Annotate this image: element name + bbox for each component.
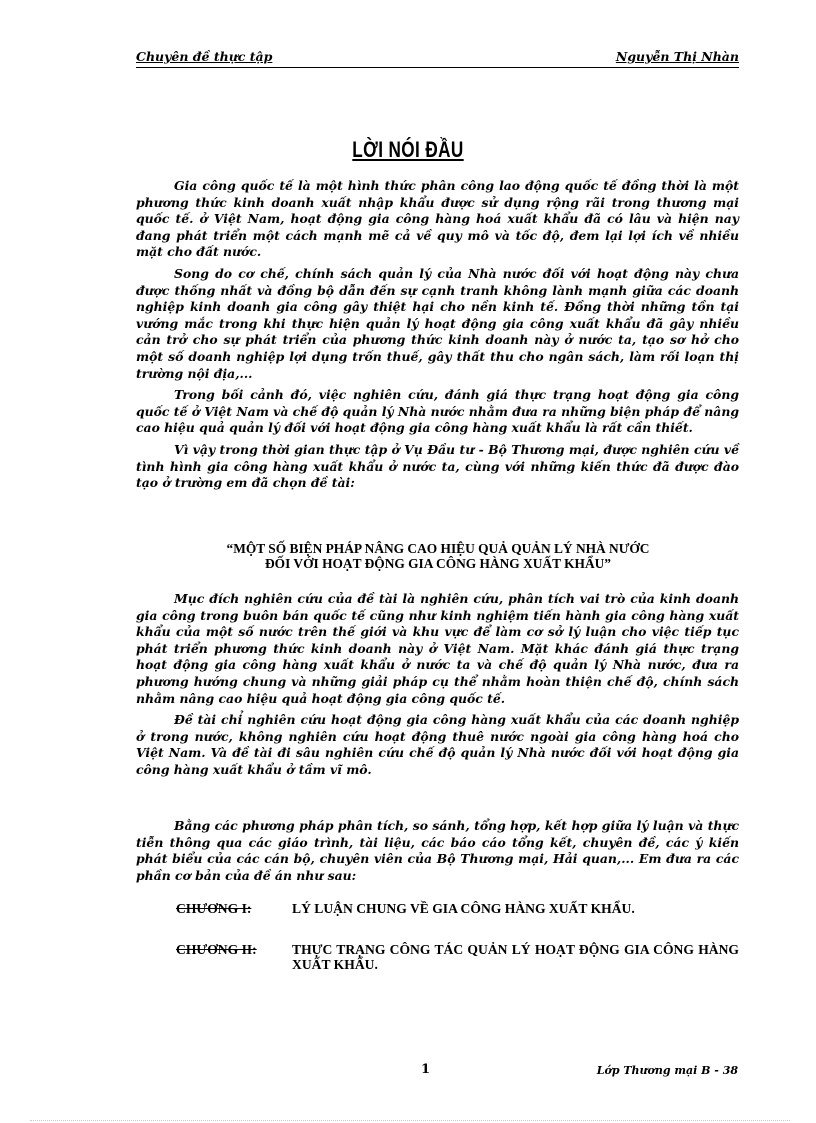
page-header	[136, 47, 739, 68]
header-topic: Chuyên đề thực tập	[136, 49, 273, 64]
chapter-item	[176, 942, 739, 972]
thesis-topic	[140, 541, 736, 571]
chapter-list	[176, 901, 739, 983]
topic-line: “MỘT SỐ BIỆN PHÁP NÂNG CAO HIỆU QUẢ QUẢN LÝ NHÀ NƯỚC	[226, 541, 650, 556]
paragraph: Đề tài chỉ nghiên cứu hoạt động gia công hàng xuất khẩu của các doanh nghiệp ở trong nước, không nghiên cứu hoạt động thuê nước ngoài gia công hàng hoá cho Việt Nam. Và đề tài đi sâu nghiên cứu chế độ quản lý Nhà nước đối với hoạt động gia công hàng xuất khẩu ở tầm vĩ mô.	[136, 712, 739, 777]
chapter-title: LÝ LUẬN CHUNG VỀ GIA CÔNG HÀNG XUẤT KHẨU.	[292, 901, 635, 916]
intro-section	[136, 178, 739, 497]
paragraph: Trong bối cảnh đó, việc nghiên cứu, đánh giá thực trạng hoạt động gia công quốc tế ở Việt Nam và chế độ quản lý Nhà nước nhằm đưa ra những biện pháp để nâng cao hiệu quả quản lý đối với hoạt động gia công hàng xuất khẩu là rất cần thiết.	[136, 387, 739, 436]
chapter-label: CHƯƠNG II:	[176, 942, 257, 957]
chapter-label: CHƯƠNG I:	[176, 901, 252, 916]
paragraph: Vì vậy trong thời gian thực tập ở Vụ Đầu tư - Bộ Thương mại, được nghiên cứu về tình hình gia công hàng xuất khẩu ở nước ta, cùng với những kiến thức đã được đào tạo ở trường em đã chọn đề tài:	[136, 441, 739, 491]
paragraph: Gia công quốc tế là một hình thức phân công lao động quốc tế đồng thời là một phương thức kinh doanh xuất nhập khẩu được sử dụng rộng rãi trong thương mại quốc tế. ở Việt Nam, hoạt động gia công hàng hoá xuất khẩu đã có lâu và hiện nay đang phát triển một cách mạnh mẽ cả về quy mô và tốc độ, đem lại lợi ích về nhiều mặt cho đất nước.	[136, 178, 739, 260]
paragraph: Mục đích nghiên cứu của đề tài là nghiên cứu, phân tích vai trò của kinh doanh gia công trong buôn bán quốc tế cũng như kinh nghiệm tiến hành gia công hàng xuất khẩu của một số nước trên thế giới và khu vực để làm cơ sở lý luận cho việc tiếp tục phát triển phương thức kinh doanh này ở Việt Nam. Mặt khác đánh giá thực trạng hoạt động gia công hàng xuất khẩu ở nước ta và chế độ quản lý Nhà nước, đưa ra phương hướng chung và những giải pháp cụ thể nhằm hoàn thiện chế độ, chính sách nhằm nâng cao hiệu quả hoạt động gia công quốc tế.	[136, 591, 739, 706]
method-section	[136, 818, 739, 889]
header-author: Nguyễn Thị Nhàn	[615, 49, 739, 64]
footer-class-label: Lớp Thương mại B - 38	[596, 1064, 738, 1077]
chapter-title: THỰC TRẠNG CÔNG TÁC QUẢN LÝ HOẠT ĐỘNG GIA CÔNG HÀNG XUẤT KHẨU.	[292, 942, 739, 972]
chapter-item	[176, 901, 739, 931]
page-number: 1	[421, 1062, 431, 1077]
page-title: LỜI NÓI ĐẦU	[352, 137, 464, 162]
scope-section	[136, 591, 739, 784]
paragraph: Song do cơ chế, chính sách quản lý của Nhà nước đối với hoạt động này chưa được thống nhất và đồng bộ dẫn đến sự cạnh tranh không lành mạnh giữa các doanh nghiệp kinh doanh gia công gây thiệt hại cho nền kinh tế. Đồng thời những tồn tại vướng mắc trong khi thực hiện quản lý hoạt động gia công xuất khẩu đã gây nhiều cản trở cho sự phát triển của phương thức kinh doanh này ở nước ta, tạo sơ hở cho một số doanh nghiệp lợi dụng trốn thuế, gây thất thu cho ngân sách, làm rối loạn thị trường nội địa,...	[136, 265, 739, 381]
paragraph: Bằng các phương pháp phân tích, so sánh, tổng hợp, kết hợp giữa lý luận và thực tiễn thông qua các giáo trình, tài liệu, các báo cáo tổng kết, chuyên đề, các ý kiến phát biểu của các cán bộ, chuyên viên của Bộ Thương mại, Hải quan,... Em đưa ra các phần cơ bản của đề án như sau:	[136, 818, 739, 883]
topic-line: ĐỐI VỚI HOẠT ĐỘNG GIA CÔNG HÀNG XUẤT KHẨU”	[265, 556, 611, 571]
footer-divider	[30, 1120, 790, 1121]
